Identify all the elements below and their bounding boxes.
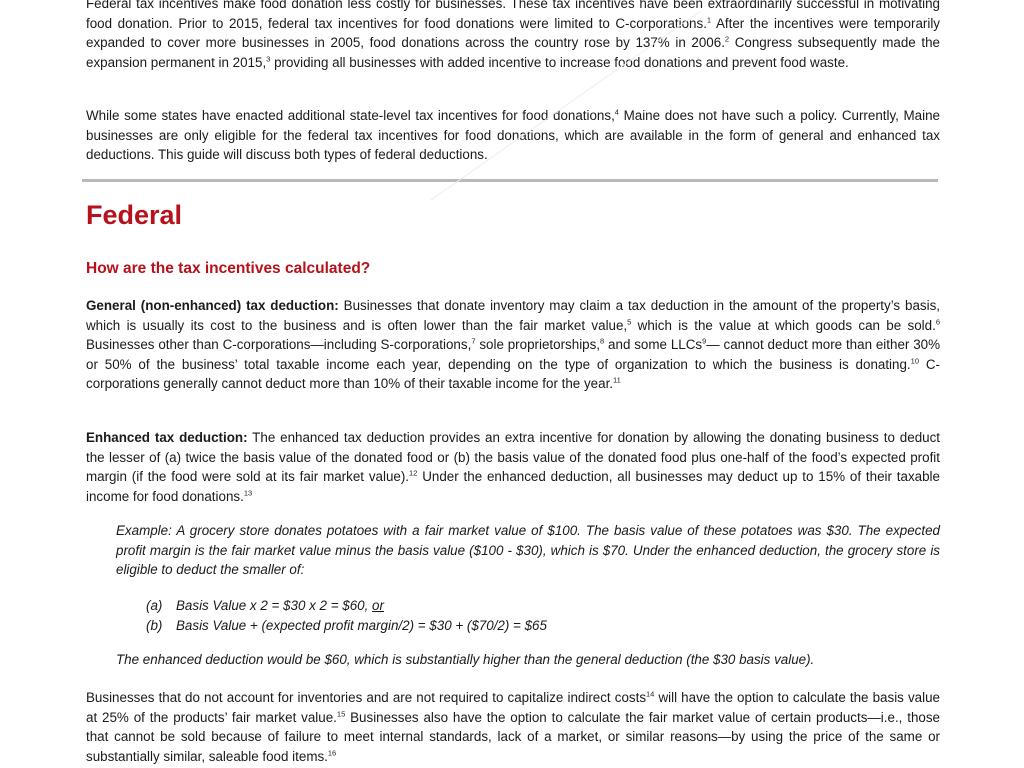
inventories-text: Businesses that do not account for inventories and are not required to capitalize indirect costs: [86, 690, 647, 705]
footnote-ref[interactable]: 14: [646, 689, 655, 699]
list-item: [146, 596, 940, 616]
states-paragraph: [86, 106, 940, 165]
list-item-label: (b): [146, 617, 163, 633]
enhanced-text: Under the enhanced deduction, all businesses may deduct up to 15% of their taxable income for food donations.: [86, 469, 940, 504]
intro-text: After the incentives were temporarily expanded to cover more businesses in 2005, food donations across the country rose by 137% in 2006.: [86, 15, 940, 51]
intro-text: providing all businesses with added incentive to increase food donations and prevent food waste.: [270, 54, 849, 70]
footnote-ref[interactable]: 16: [327, 748, 337, 758]
states-text: Maine does not have such a policy. Currently, Maine businesses are only eligible for the federal tax incentives for food donations, which are available in the form of general and enhanced tax deductions. This guide will discuss both types of federal deductions.: [86, 108, 940, 163]
footnote-ref[interactable]: 6: [935, 317, 940, 327]
general-deduction-paragraph: [86, 296, 940, 394]
general-deduction-lead: General (non-enhanced) tax deduction:: [86, 298, 339, 313]
general-text: sole proprietorships,: [475, 337, 601, 353]
general-text: and some LLCs: [604, 337, 703, 353]
example-conclusion: The enhanced deduction would be $60, which is substantially higher than the general deduction (the $30 basis value).: [116, 652, 815, 667]
general-text: C-corporations generally cannot deduct more than 10% of their taxable income for the year.: [86, 356, 940, 392]
intro-text: Congress subsequently made the expansion permanent in 2015,: [86, 35, 940, 70]
footnote-ref[interactable]: 15: [336, 709, 346, 719]
states-text: While some states have enacted additional state-level tax incentives for food donations,: [86, 108, 615, 123]
list-item-text: Basis Value + (expected profit margin/2) = $30 + ($70/2) = $65: [176, 617, 547, 633]
section-heading: Federal: [86, 200, 183, 230]
footnote-ref[interactable]: 9: [702, 336, 707, 346]
example-list: [146, 596, 940, 635]
general-text: Businesses other than C-corporations—including S-corporations,: [86, 337, 472, 353]
inventories-text: will have the option to calculate the basis value at 25% of the products’ fair market value.: [86, 690, 940, 725]
footnote-ref[interactable]: 2: [724, 34, 730, 44]
example-paragraph: Example: A grocery store donates potatoes with a fair market value of $100. The basis value of these potatoes was $30. The expected profit margin is the fair market value minus the basis value ($100 - $30), which is $70. Under the enhanced deduction, the grocery store is eligible to deduct the smaller of:: [116, 523, 940, 578]
footnote-ref[interactable]: 11: [613, 375, 621, 385]
list-item: [146, 616, 940, 636]
section-divider: [82, 179, 938, 182]
footnote-ref[interactable]: 10: [910, 356, 919, 366]
footnote-ref[interactable]: 3: [266, 54, 271, 64]
subsection-heading: How are the tax incentives calculated?: [86, 260, 371, 277]
footnote-ref[interactable]: 13: [243, 488, 253, 498]
footnote-ref[interactable]: 4: [614, 107, 619, 117]
enhanced-deduction-lead: Enhanced tax deduction:: [86, 430, 248, 445]
footnote-ref[interactable]: 5: [627, 317, 632, 327]
inventories-paragraph: [86, 688, 940, 766]
list-item-label: (a): [146, 598, 163, 613]
footnote-ref[interactable]: 8: [600, 336, 605, 346]
general-text: — cannot deduct more than either 30% or 50% of the business’ total taxable income each year, depending on the type of organization to which the business is donating.: [86, 337, 940, 372]
general-text: Businesses that donate inventory may claim a tax deduction in the amount of the property’s basis, which is usually its cost to the business and is often lower than the fair market value,: [86, 298, 940, 333]
inventories-text: Businesses also have the option to calculate the fair market value of certain products—i.e., those that cannot be sold because of failure to meet internal standards, lack of a market, or similar reasons—by using the price of the same or substantially similar, saleable food items.: [86, 709, 941, 764]
enhanced-text: The enhanced tax deduction provides an extra incentive for donation by allowing the donating business to deduct the lesser of (a) twice the basis value of the donated food or (b) the basis value of the donated food plus one-half of the food’s expected profit margin (if the food were sold at its fair market value).: [86, 430, 941, 485]
footnote-ref[interactable]: 1: [706, 15, 712, 25]
list-item-or: or: [372, 598, 384, 613]
footnote-ref[interactable]: 7: [471, 336, 476, 346]
general-text: which is the value at which goods can be sold.: [631, 317, 936, 333]
footnote-ref[interactable]: 12: [409, 468, 418, 478]
list-item-text: Basis Value x 2 = $30 x 2 = $60,: [176, 598, 373, 613]
enhanced-deduction-paragraph: [86, 428, 940, 506]
intro-paragraph: [86, 0, 940, 72]
intro-text: Federal tax incentives make food donation less costly for businesses. These tax incentives have been extraordinarily successful in motivating food donation. Prior to 2015, federal tax incentives for food donations were limited to C-corporations.: [86, 0, 940, 31]
